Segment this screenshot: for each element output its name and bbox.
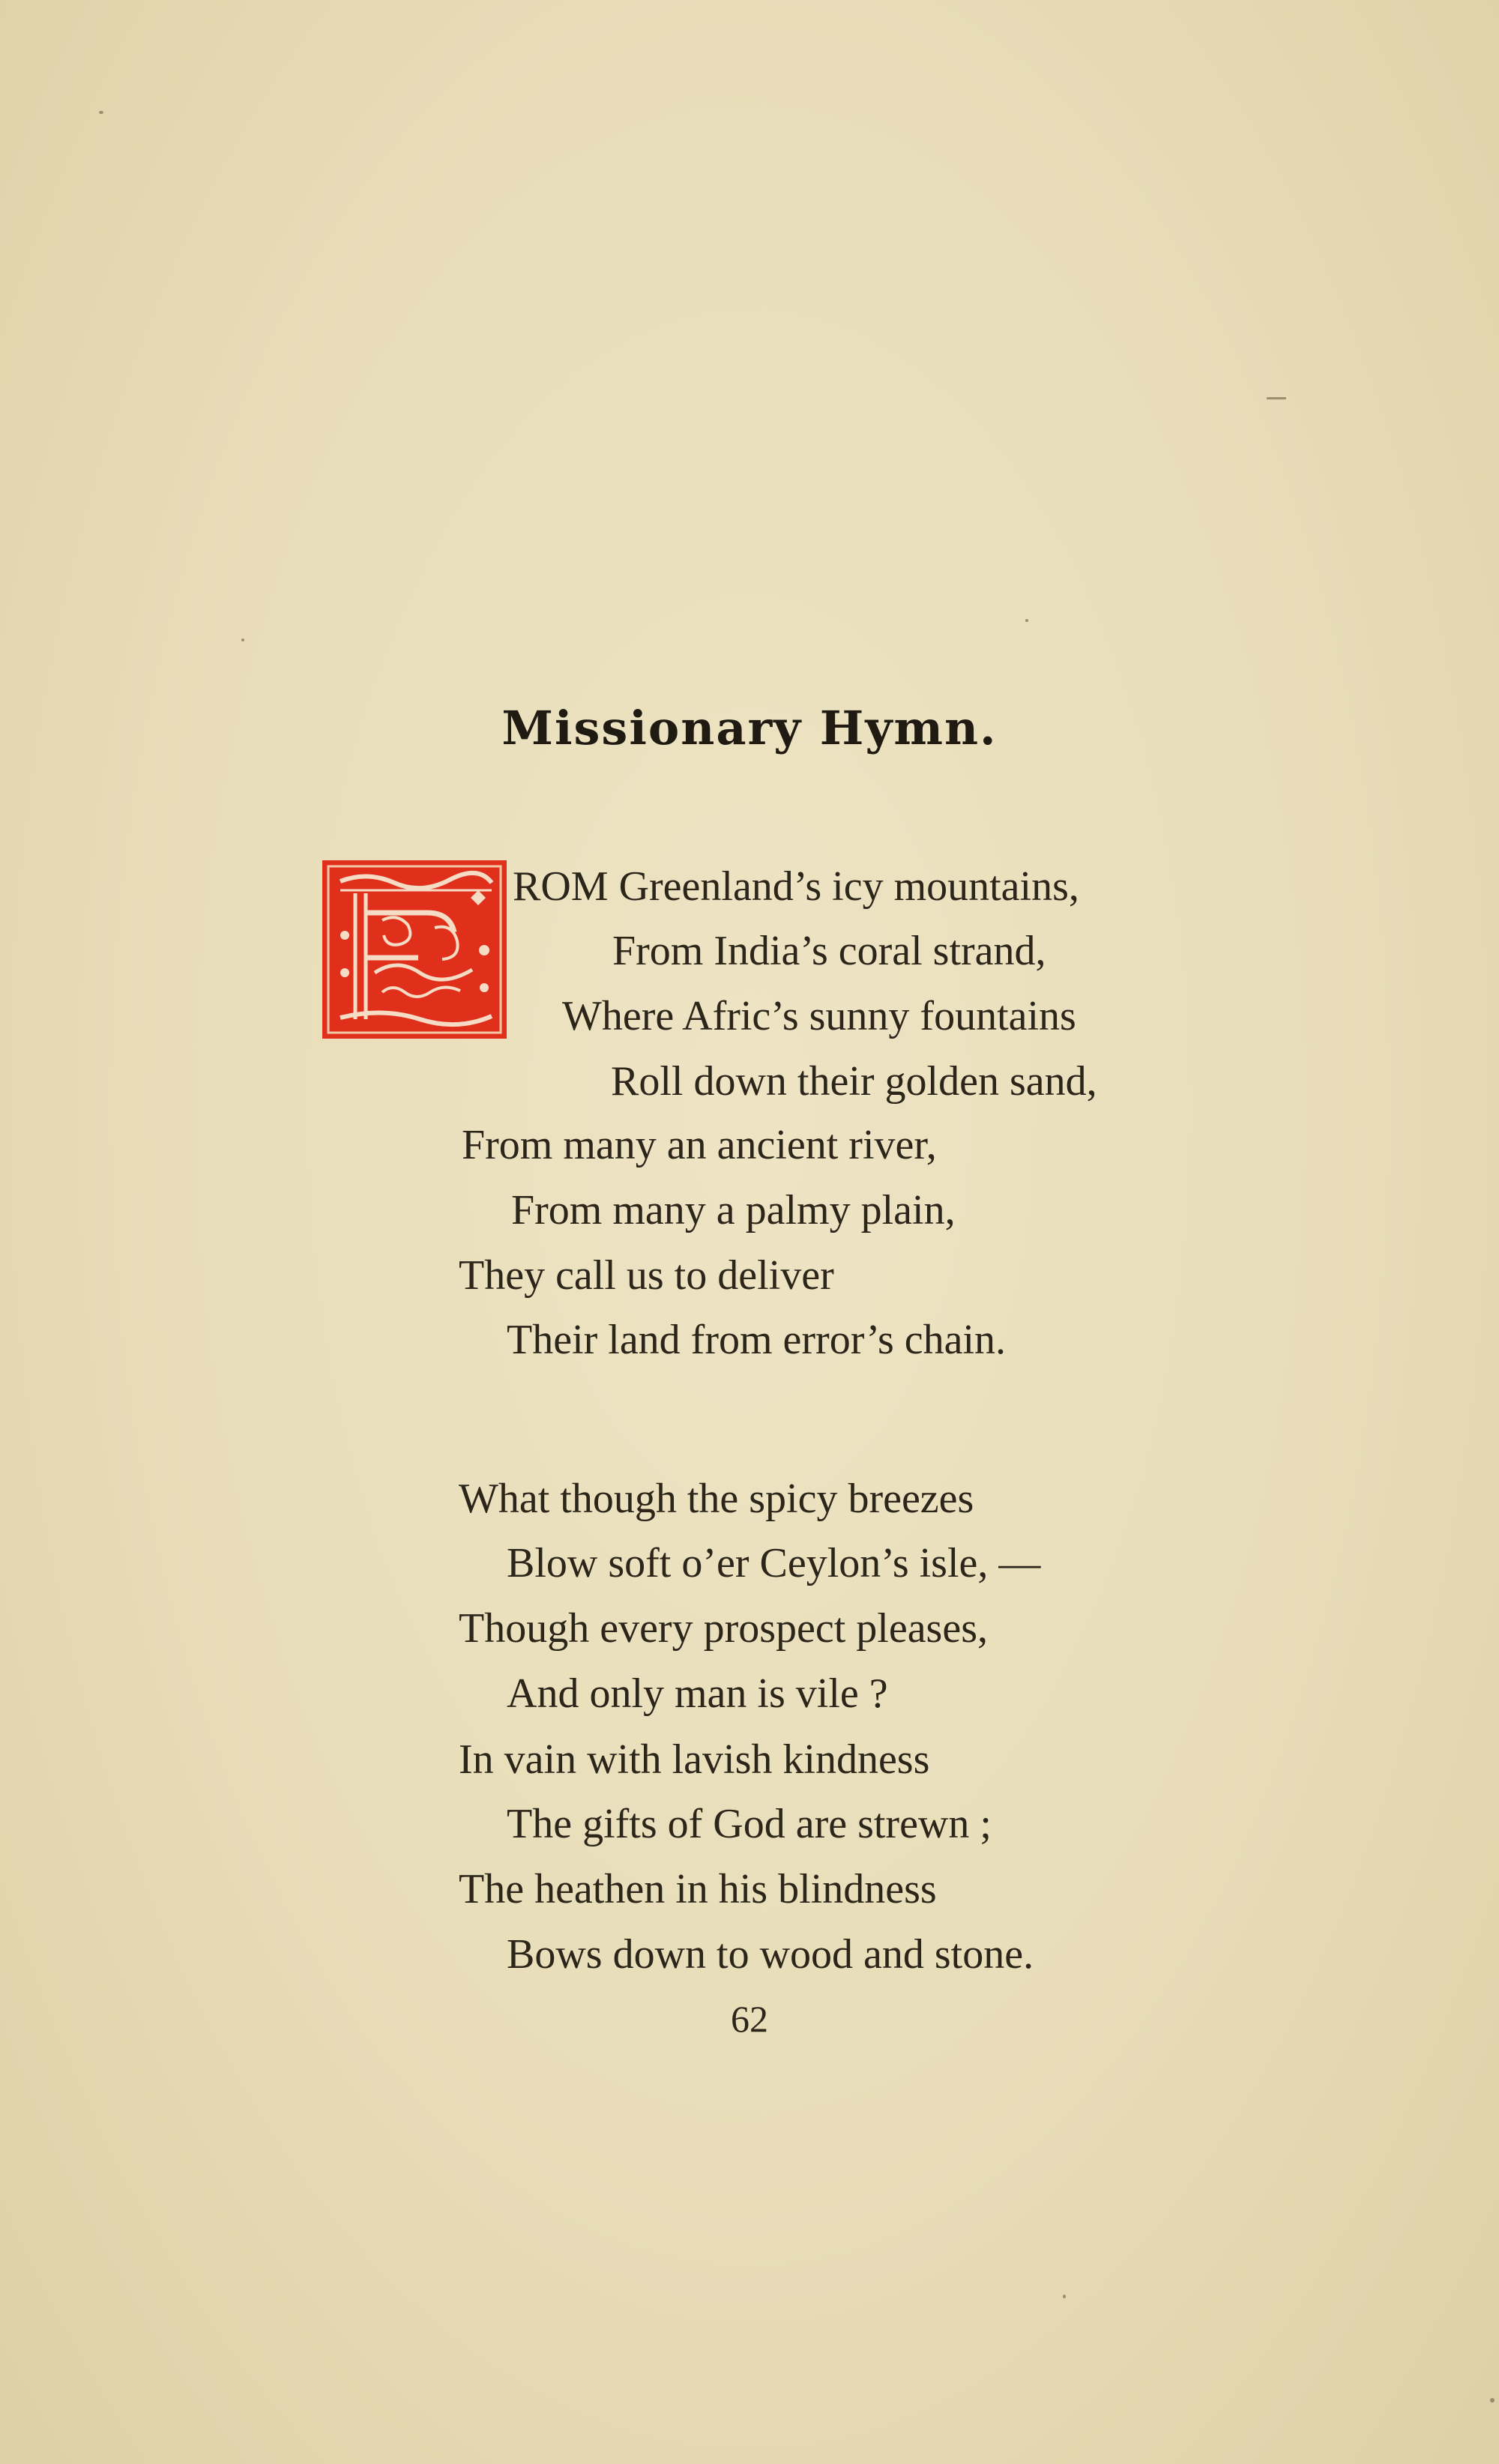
paper-speck [1063,2295,1066,2298]
stanza-1-line-1: ROM Greenland’s icy mountains, [513,863,1079,910]
page-title: Missionary Hymn. [501,701,998,755]
paper-speck [99,111,103,114]
stanza-2-line-5: In vain with lavish kindness [459,1736,930,1783]
stanza-2-line-7: The heathen in his blindness [459,1866,937,1912]
stanza-2-line-2: Blow soft o’er Ceylon’s isle, — [507,1540,1041,1586]
stanza-1-line-8: Their land from error’s chain. [507,1317,1007,1363]
stanza-2-line-1: What though the spicy breezes [459,1476,974,1522]
stanza-1-line-5: From many an ancient river, [462,1122,937,1168]
page-number: 62 [731,1998,768,2040]
stanza-2-line-6: The gifts of God are strewn ; [507,1801,992,1847]
stanza-1-line-3: Where Afric’s sunny fountains [562,993,1076,1039]
drop-cap-initial [322,860,507,1039]
paper-speck [241,638,244,641]
paper-speck [1267,397,1286,399]
stanza-1-line-7: They call us to deliver [459,1252,834,1299]
stanza-1-line-2: From India’s coral strand, [612,928,1046,974]
stanza-2-line-4: And only man is vile ? [507,1670,888,1717]
stanza-2-line-8: Bows down to wood and stone. [507,1931,1034,1978]
stanza-2-line-3: Though every prospect pleases, [459,1605,988,1652]
stanza-1-line-6: From many a palmy plain, [511,1187,956,1233]
paper-speck [1025,619,1028,622]
stanza-1-line-4: Roll down their golden sand, [611,1058,1097,1105]
paper-speck [1490,2398,1495,2403]
